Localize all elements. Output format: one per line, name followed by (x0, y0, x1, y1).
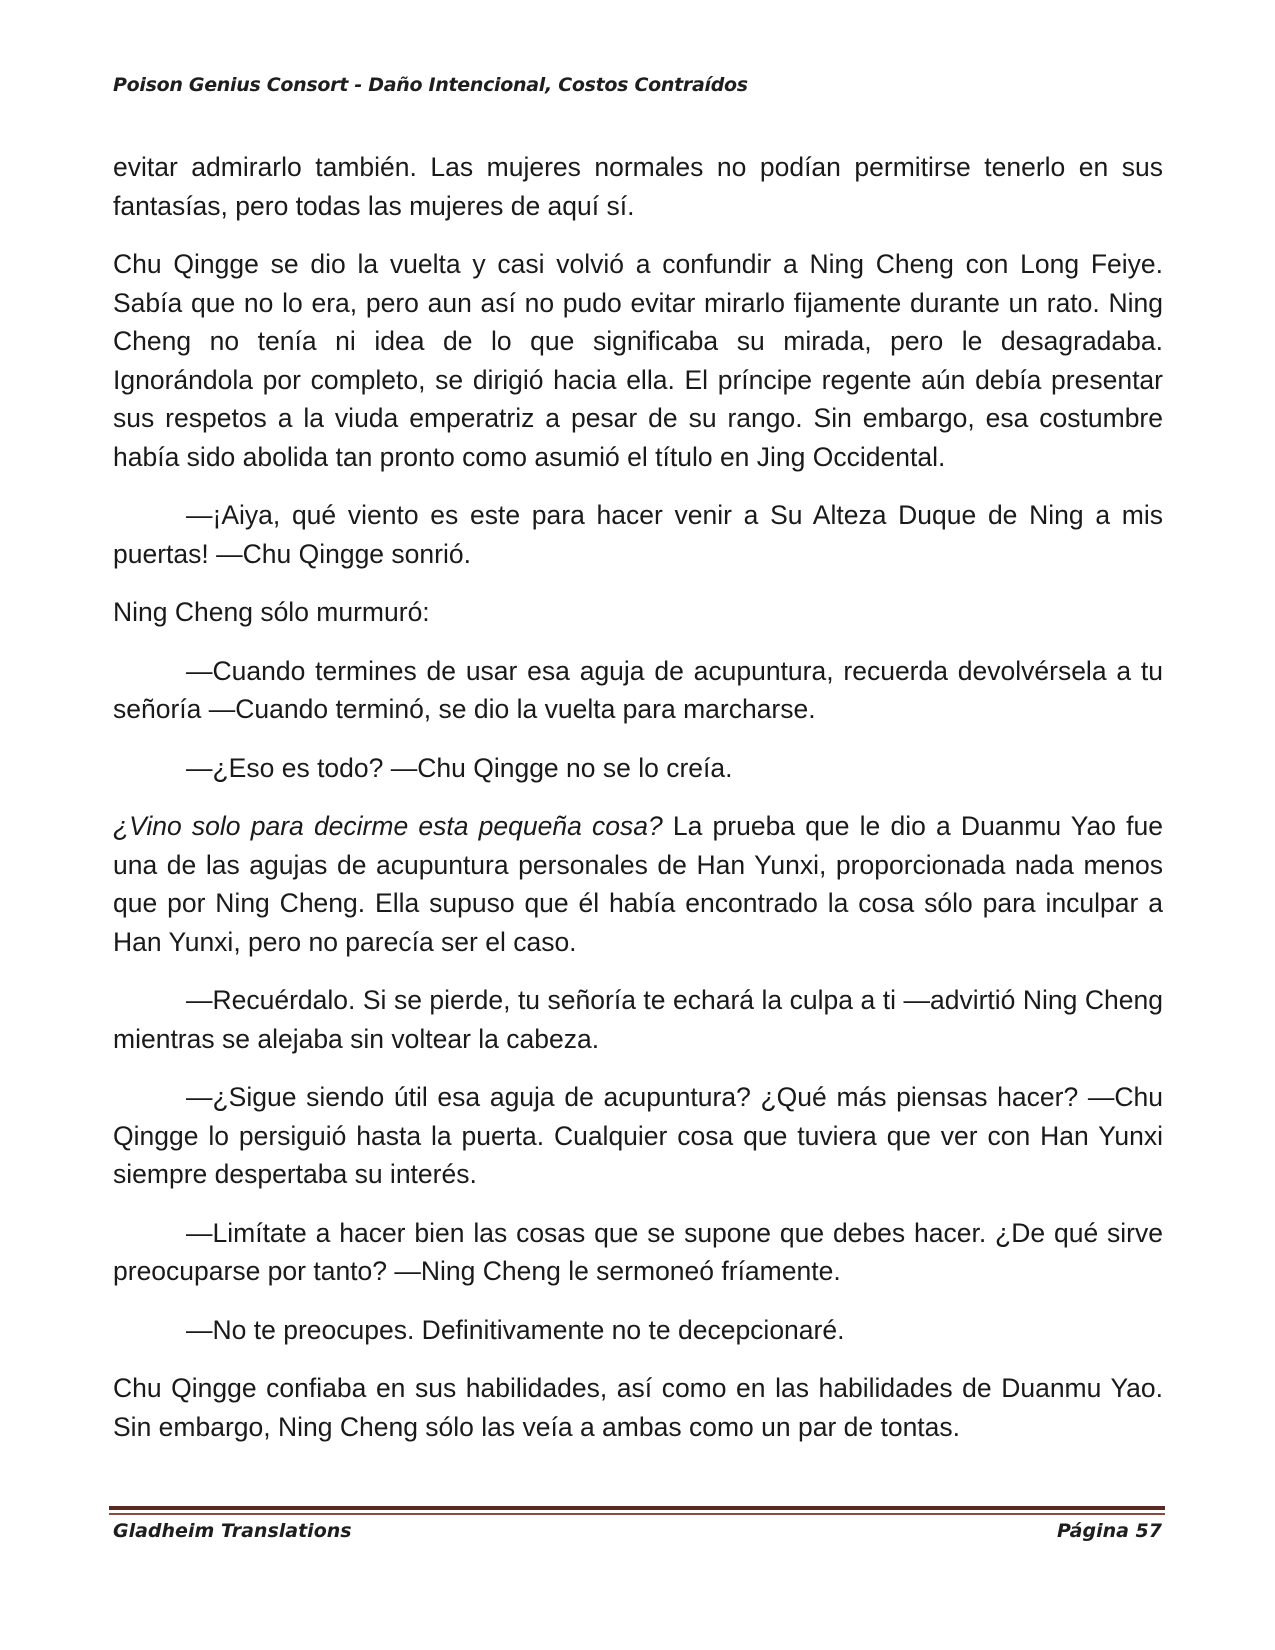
paragraph-text: La prueba que le dio a Duanmu Yao fue una de las agujas de acupuntura personales de Han Yunxi, proporcionada nada menos que por Ning Cheng. Ella supuso que él había encontrado la cosa sólo para inculpar a Han Yunxi, pero no parecía ser el caso. (113, 811, 1164, 957)
paragraph (113, 981, 1163, 1058)
paragraph-italic-lead: ¿Vino solo para decirme esta pequeña cosa? (113, 811, 663, 841)
paragraph (113, 148, 1163, 225)
paragraph-text: Chu Qingge se dio la vuelta y casi volvió a confundir a Ning Cheng con Long Feiye. Sabía que no lo era, pero aun así no pudo evitar mirarlo fijamente durante un rato. Ning Cheng no tenía ni idea de lo que significaba su mirada, pero le desagradaba. Ignorándola por completo, se dirigió hacia ella. El príncipe regente aún debía presentar sus respetos a la viuda emperatriz a pesar de su rango. Sin embargo, esa costumbre había sido abolida tan pronto como asumió el título en Jing Occidental. (113, 249, 1163, 472)
paragraph-text: —No te preocupes. Definitivamente no te decepcionaré. (186, 1314, 845, 1345)
paragraph-text: —¿Sigue siendo útil esa aguja de acupuntura? ¿Qué más piensas hacer? —Chu Qingge lo persiguió hasta la puerta. Cualquier cosa que tuviera que ver con Han Yunxi siempre despertaba su interés. (113, 1082, 1163, 1189)
paragraph-text: —¿Eso es todo? —Chu Qingge no se lo creía. (186, 752, 733, 783)
paragraph (113, 1369, 1163, 1446)
paragraph (113, 593, 1163, 632)
footer-divider-thin (109, 1513, 1165, 1515)
paragraph (113, 1214, 1163, 1291)
page-body (113, 148, 1163, 1466)
paragraph (113, 807, 1163, 961)
paragraph-text: Ning Cheng sólo murmuró: (113, 597, 430, 627)
paragraph (113, 245, 1163, 476)
paragraph-text: evitar admirarlo también. Las mujeres normales no podían permitirse tenerlo en sus fantasías, pero todas las mujeres de aquí sí. (113, 152, 1163, 221)
paragraph-text: —¡Aiya, qué viento es este para hacer venir a Su Alteza Duque de Ning a mis puertas! —Chu Qingge sonrió. (113, 500, 1163, 569)
footer-divider (109, 1506, 1165, 1510)
paragraph (113, 496, 1163, 573)
paragraph (113, 749, 1163, 788)
footer-credit: Gladheim Translations (113, 1520, 352, 1542)
paragraph (113, 1311, 1163, 1350)
paragraph-text: Chu Qingge confiaba en sus habilidades, así como en las habilidades de Duanmu Yao. Sin embargo, Ning Cheng sólo las veía a ambas como un par de tontas. (113, 1373, 1163, 1442)
running-header: Poison Genius Consort - Daño Intencional, Costos Contraídos (113, 74, 748, 96)
paragraph-text: —Cuando termines de usar esa aguja de acupuntura, recuerda devolvérsela a tu señoría —Cuando terminó, se dio la vuelta para marcharse. (113, 655, 1163, 724)
page-number: Página 57 (1056, 1520, 1162, 1542)
paragraph-text: —Recuérdalo. Si se pierde, tu señoría te echará la culpa a ti —advirtió Ning Cheng mientras se alejaba sin voltear la cabeza. (113, 985, 1163, 1054)
paragraph (113, 652, 1163, 729)
paragraph-text: —Limítate a hacer bien las cosas que se supone que debes hacer. ¿De qué sirve preocuparse por tanto? —Ning Cheng le sermoneó fríamente. (113, 1217, 1163, 1286)
paragraph (113, 1078, 1163, 1194)
